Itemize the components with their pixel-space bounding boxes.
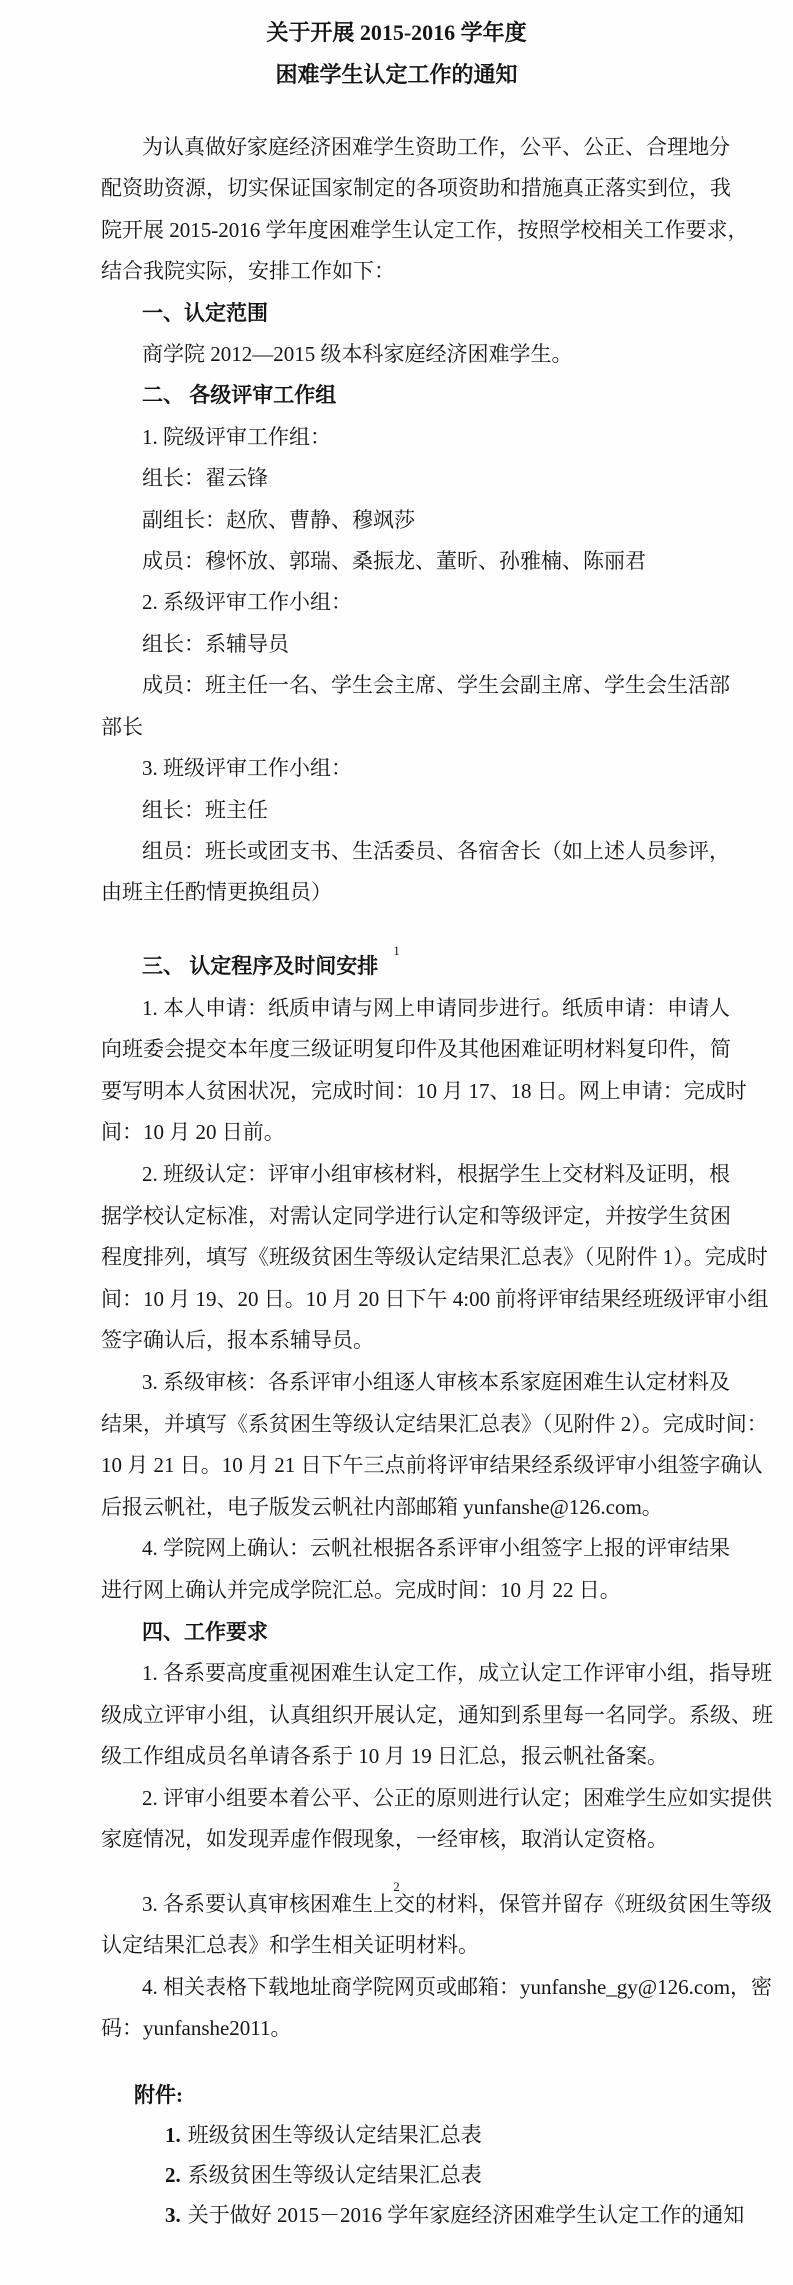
section-4-line: 认定结果汇总表》和学生相关证明材料。 bbox=[101, 1933, 479, 1958]
section-3-line: 据学校认定标准，对需认定同学进行认定和等级评定，并按学生贫困 bbox=[101, 1203, 731, 1228]
section-2-line: 成员：班主任一名、学生会主席、学生会副主席、学生会生活部 bbox=[142, 673, 730, 698]
doc-title-line-2: 困难学生认定工作的通知 bbox=[275, 62, 518, 87]
section-3-line: 10 月 21 日。10 月 21 日下午三点前将评审结果经系级评审小组签字确认 bbox=[101, 1453, 763, 1478]
doc-title bbox=[0, 12, 793, 96]
section-3-line: 4. 学院网上确认：云帆社根据各系评审小组签字上报的评审结果 bbox=[142, 1536, 730, 1561]
heading-section-2: 二、 各级评审工作组 bbox=[142, 383, 337, 408]
attachment-title: 关于做好 2015－2016 学年家庭经济困难学生认定工作的通知 bbox=[187, 2203, 745, 2227]
section-4-line: 级工作组成员名单请各系于 10 月 19 日汇总，报云帆社备案。 bbox=[101, 1744, 668, 1769]
section-3-line: 签字确认后，报本系辅导员。 bbox=[101, 1328, 374, 1353]
page-number-2: 2 bbox=[393, 1879, 400, 1894]
section-3-line: 进行网上确认并完成学院汇总。完成时间：10 月 22 日。 bbox=[101, 1577, 621, 1602]
section-3-line: 结果，并填写《系贫困生等级认定结果汇总表》（见附件 2）。完成时间： bbox=[101, 1411, 768, 1436]
section-3-line: 间：10 月 19、20 日。10 月 20 日下午 4:00 前将评审结果经班级评审小组 bbox=[101, 1286, 769, 1311]
attachment-title: 系级贫困生等级认定结果汇总表 bbox=[187, 2163, 482, 2187]
section-3-line: 向班委会提交本年度三级证明复印件及其他困难证明材料复印件，简 bbox=[101, 1037, 731, 1062]
attachment-item bbox=[0, 2195, 793, 2235]
section-4-line: 3. 各系要认真审核困难生上交的材料，保管并留存《班级贫困生等级 bbox=[142, 1892, 772, 1916]
section-2-line: 1. 院级评审工作组： bbox=[142, 424, 331, 449]
page-number-1: 1 bbox=[393, 943, 400, 958]
attachment-item bbox=[0, 2115, 793, 2155]
section-2-line: 2. 系级评审工作小组： bbox=[142, 590, 352, 615]
section-3-line: 间：10 月 20 日前。 bbox=[101, 1120, 285, 1145]
attachment-number: 1. bbox=[165, 2123, 181, 2147]
section-2-line: 成员：穆怀放、郭瑞、桑振龙、董昕、孙雅楠、陈丽君 bbox=[142, 549, 646, 574]
intro-line: 配资助资源，切实保证国家制定的各项资助和措施真正落实到位，我 bbox=[101, 176, 731, 201]
heading-section-4: 四、工作要求 bbox=[142, 1619, 268, 1644]
attachment-title: 班级贫困生等级认定结果汇总表 bbox=[187, 2123, 482, 2147]
section-4-line: 4. 相关表格下载地址商学院网页或邮箱：yunfanshe_gy@126.com，密 bbox=[142, 1974, 773, 1999]
section-4-line: 1. 各系要高度重视困难生认定工作，成立认定工作评审小组，指导班 bbox=[142, 1661, 772, 1686]
intro-line: 结合我院实际，安排工作如下： bbox=[101, 259, 395, 284]
section-4-line: 码：yunfanshe2011。 bbox=[101, 2016, 292, 2041]
body-block-3 bbox=[0, 1884, 793, 2050]
section-2-line: 组长：系辅导员 bbox=[142, 631, 289, 656]
section-2-line: 部长 bbox=[101, 714, 143, 739]
section-3-line: 2. 班级认定：评审小组审核材料，根据学生上交材料及证明，根 bbox=[142, 1161, 730, 1186]
intro-line: 院开展 2015-2016 学年度困难学生认定工作，按照学校相关工作要求， bbox=[101, 217, 749, 242]
body-block-2 bbox=[0, 946, 793, 1861]
intro-line: 为认真做好家庭经济困难学生资助工作，公平、公正、合理地分 bbox=[142, 135, 730, 159]
section-3-line: 1. 本人申请：纸质申请与网上申请同步进行。纸质申请：申请人 bbox=[142, 995, 730, 1020]
section-2-line: 组长：班主任 bbox=[142, 797, 268, 822]
doc-title-line-1: 关于开展 2015-2016 学年度 bbox=[266, 20, 527, 45]
section-3-line: 3. 系级审核：各系评审小组逐人审核本系家庭困难生认定材料及 bbox=[142, 1369, 730, 1394]
attachment-number: 2. bbox=[165, 2163, 181, 2187]
attachments-block bbox=[0, 2075, 793, 2235]
heading-section-1: 一、认定范围 bbox=[142, 300, 268, 325]
section-3-line: 要写明本人贫困状况，完成时间：10 月 17、18 日。网上申请：完成时 bbox=[101, 1078, 747, 1103]
section-2-line: 由班主任酌情更换组员） bbox=[101, 880, 332, 905]
attachment-item bbox=[0, 2155, 793, 2195]
attachment-number: 3. bbox=[165, 2203, 181, 2227]
section-2-line: 副组长：赵欣、曹静、穆飒莎 bbox=[142, 507, 415, 532]
section-2-line: 3. 班级评审工作小组： bbox=[142, 756, 352, 781]
section-3-line: 后报云帆社，电子版发云帆社内部邮箱 yunfanshe@126.com。 bbox=[101, 1494, 663, 1519]
section-2-line: 组长：翟云锋 bbox=[142, 466, 268, 491]
section-4-line: 级成立评审小组，认真组织开展认定，通知到系里每一名同学。系级、班 bbox=[101, 1702, 773, 1727]
section-2-line: 组员：班长或团支书、生活委员、各宿舍长（如上述人员参评， bbox=[142, 838, 730, 863]
body-block-1 bbox=[0, 127, 793, 914]
section-1-body: 商学院 2012—2015 级本科家庭经济困难学生。 bbox=[142, 342, 573, 367]
attachments-label: 附件: bbox=[134, 2083, 183, 2107]
section-4-line: 2. 评审小组要本着公平、公正的原则进行认定；困难学生应如实提供 bbox=[142, 1785, 772, 1810]
heading-section-3: 三、 认定程序及时间安排 bbox=[142, 954, 379, 978]
section-3-line: 程度排列，填写《班级贫困生等级认定结果汇总表》（见附件 1）。完成时 bbox=[101, 1245, 768, 1270]
section-4-line: 家庭情况，如发现弄虚作假现象，一经审核，取消认定资格。 bbox=[101, 1827, 668, 1852]
